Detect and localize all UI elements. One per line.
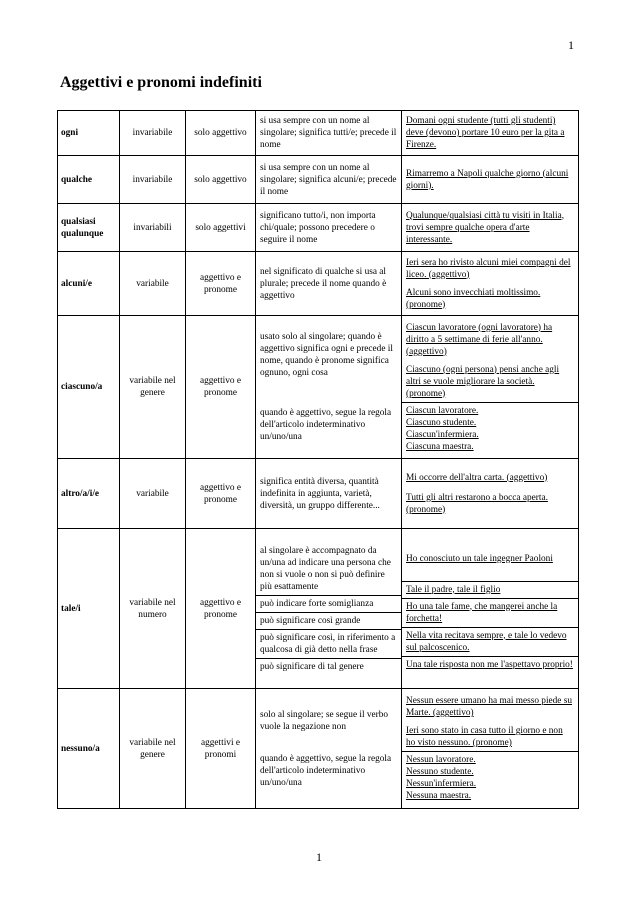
- example-cell: [402, 316, 579, 459]
- form-cell: variabile: [120, 252, 186, 316]
- example-line: Nessun essere umano ha mai messo piede su Marte. (aggettivo): [406, 696, 573, 718]
- page-title: Aggettivi e pronomi indefiniti: [60, 74, 262, 91]
- usage-line: al singolare è accompagnato da un/una ad indicare una persona che non si vuole o non si può definire più esattamente: [260, 545, 391, 592]
- form-cell: invariabile: [120, 111, 186, 156]
- example-line: Tutti gli altri restarono a bocca aperta. (pronome): [406, 492, 548, 515]
- example-list-item: Nessuna maestra.: [406, 791, 472, 801]
- example-list-item: Nessun lavoratore.: [406, 755, 476, 765]
- example-line: Ieri sera ho rivisto alcuni miei compagni del liceo. (aggettivo): [406, 257, 571, 280]
- example-list-item: Ciascuna maestra.: [406, 441, 474, 452]
- example-line: Ciascuno (ogni persona) pensi anche agli altri se vuole migliorare la società. (pronome): [406, 364, 560, 399]
- example-list-item: Ciascuno studente.: [406, 417, 477, 428]
- example-line: Tale il padre, tale il figlio: [406, 584, 501, 595]
- type-cell: solo aggettivo: [186, 111, 256, 156]
- example-list-item: Ciascun lavoratore.: [406, 405, 479, 416]
- type-cell: aggettivo e pronome: [186, 459, 256, 529]
- word-cell: qualsiasi qualunque: [58, 204, 120, 252]
- usage-cell: [256, 689, 402, 809]
- example-line: Ho conosciuto un tale ingegner Paoloni: [406, 553, 553, 564]
- table-row: [58, 111, 579, 156]
- example-cell: [402, 459, 579, 529]
- usage-line: può significare così, in riferimento a qualcosa di già detto nella frase: [260, 632, 396, 655]
- usage-cell: si usa sempre con un nome al singolare; significa alcuni/e; precede il nome: [256, 156, 402, 204]
- form-cell: invariabile: [120, 156, 186, 204]
- usage-line: può significare di tal genere: [260, 661, 364, 672]
- type-cell: solo aggettivo: [186, 156, 256, 204]
- table-row: [58, 252, 579, 316]
- example-cell: [402, 252, 579, 316]
- type-cell: aggettivo e pronome: [186, 529, 256, 689]
- type-cell: solo aggettivi: [186, 204, 256, 252]
- table-row: [58, 689, 579, 809]
- usage-line: solo al singolare; se segue il verbo vuole la negazione non: [260, 709, 389, 732]
- example-line: Mi occorre dell'altra carta. (aggettivo): [406, 472, 548, 483]
- example-list-item: Ciascun'infermiera.: [406, 429, 479, 440]
- example-line: Ho una tale fame, che mangerei anche la forchetta!: [406, 601, 558, 624]
- example-cell: Qualunque/qualsiasi città tu visiti in Italia, trovi sempre qualche opera d'arte interessante.: [402, 204, 579, 252]
- type-cell: aggettivi e pronomi: [186, 689, 256, 809]
- indefiniti-table: [57, 110, 579, 809]
- form-cell: variabile nel numero: [120, 529, 186, 689]
- example-line: Nella vita recitava sempre, e tale lo vedevo sul palcoscenico.: [406, 630, 567, 653]
- table-row: [58, 459, 579, 529]
- example-cell: [402, 689, 579, 809]
- form-cell: variabile nel genere: [120, 689, 186, 809]
- word-cell: ciascuno/a: [58, 316, 120, 459]
- example-line: Alcuni sono invecchiati moltissimo. (pronome): [406, 287, 541, 310]
- word-cell: tale/i: [58, 529, 120, 689]
- usage-line: quando è aggettivo, segue la regola dell'articolo indeterminativo un/uno/una: [260, 408, 392, 442]
- example-line: Ieri sono stato in casa tutto il giorno e non ho visto nessuno. (pronome): [406, 726, 563, 748]
- type-cell: aggettivo e pronome: [186, 252, 256, 316]
- example-line: Una tale risposta non me l'aspettavo proprio!: [406, 659, 573, 670]
- form-cell: variabile: [120, 459, 186, 529]
- usage-cell: significa entità diversa, quantità indefinita in aggiunta, varietà, diversità, un gruppo differente...: [256, 459, 402, 529]
- table-row: [58, 204, 579, 252]
- usage-cell: [256, 316, 402, 459]
- table-row: [58, 316, 579, 459]
- usage-cell: nel significato di qualche si usa al plurale; precede il nome quando è aggettivo: [256, 252, 402, 316]
- word-cell: altro/a/i/e: [58, 459, 120, 529]
- usage-line: usato solo al singolare; quando è aggettivo significa ogni e precede il nome, quando è pronome significa ognuno, ogni cosa: [260, 332, 393, 378]
- usage-line: può significare così grande: [260, 615, 361, 626]
- example-list-item: Nessuno studente.: [406, 767, 474, 777]
- form-cell: variabile nel genere: [120, 316, 186, 459]
- example-list-item: Nessun'infermiera.: [406, 779, 477, 789]
- example-cell: [402, 529, 579, 689]
- example-cell: Rimarremo a Napoli qualche giorno (alcuni giorni).: [402, 156, 579, 204]
- type-cell: aggettivo e pronome: [186, 316, 256, 459]
- word-cell: ogni: [58, 111, 120, 156]
- usage-cell: significano tutto/i, non importa chi/quale; possono precedere o seguire il nome: [256, 204, 402, 252]
- page-number-top: 1: [568, 38, 574, 52]
- word-cell: nessuno/a: [58, 689, 120, 809]
- usage-line: quando è aggettivo, segue la regola dell'articolo indeterminativo un/uno/una: [260, 753, 392, 788]
- usage-line: può indicare forte somiglianza: [260, 598, 374, 609]
- word-cell: alcuni/e: [58, 252, 120, 316]
- usage-cell: [256, 529, 402, 689]
- form-cell: invariabili: [120, 204, 186, 252]
- example-cell: Domani ogni studente (tutti gli studenti) deve (devono) portare 10 euro per la gita a Firenze.: [402, 111, 579, 156]
- example-line: Ciascun lavoratore (ogni lavoratore) ha diritto a 5 settimane di ferie all'anno. (aggettivo): [406, 322, 553, 357]
- word-cell: qualche: [58, 156, 120, 204]
- usage-cell: si usa sempre con un nome al singolare; significa tutti/e; precede il nome: [256, 111, 402, 156]
- table-row: [58, 529, 579, 689]
- table-row: [58, 156, 579, 204]
- page-number-bottom: 1: [316, 850, 322, 864]
